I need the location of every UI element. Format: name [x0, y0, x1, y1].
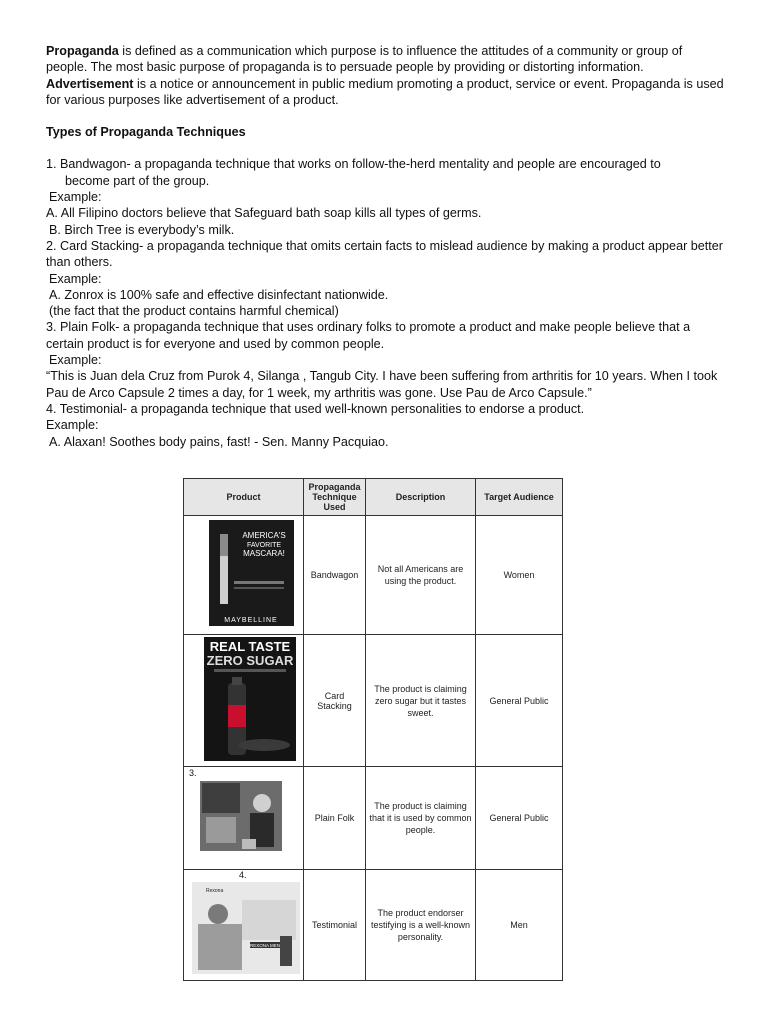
audience-cell: General Public: [476, 635, 563, 767]
term-propaganda: Propaganda: [46, 44, 119, 58]
example-label: Example:: [49, 271, 102, 286]
product-image-cell: [184, 516, 304, 635]
technique-bandwagon-cont: become part of the group.: [65, 173, 210, 188]
ad-headline: MASCARA!: [243, 549, 285, 558]
maybelline-ad-image: [184, 516, 304, 632]
table-row: [184, 635, 563, 767]
rexona-ad-image: [184, 870, 304, 978]
example-quote: “This is Juan dela Cruz from Purok 4, Silanga , Tangub City. I have been suffering from arthritis for 10 years. When I took Pau de Arco Capsule 2 times a day, for 1 week, my arthritis was gone. Use Pau de Arco Capsule.”: [46, 369, 718, 400]
description-cell: The product is claiming that it is used by common people.: [366, 767, 476, 870]
term-advertisement: Advertisement: [46, 76, 134, 91]
product-image-cell: [184, 635, 304, 767]
coke-zero-ad-image: [184, 635, 304, 764]
row-number: 3.: [189, 768, 197, 778]
ad-brand: MAYBELLINE: [224, 617, 278, 624]
technique-cell: Testimonial: [304, 870, 366, 981]
technique-plain-folk: 3. Plain Folk- a propaganda technique that uses ordinary folks to promote a product and make people believe that a certain product is for everyone and used by common people.: [46, 320, 691, 351]
ad-headline: FAVORITE: [246, 542, 282, 549]
description-cell: Not all Americans are using the product.: [366, 516, 476, 635]
example-label: Example:: [46, 418, 99, 433]
example-text: A. All Filipino doctors believe that Safeguard bath soap kills all types of germs.: [46, 206, 482, 221]
ad-product: REXONA MEN: [249, 943, 281, 948]
document-text: [46, 43, 726, 450]
header-product: Product: [184, 479, 304, 516]
table-header-row: [184, 479, 563, 516]
plain-folk-ad-image: [184, 767, 304, 867]
ad-brand: Rexona: [206, 888, 224, 894]
example-text: B. Birch Tree is everybody’s milk.: [49, 222, 235, 237]
description-cell: The product endorser testifying is a well-known personality.: [366, 870, 476, 981]
section-heading: Types of Propaganda Techniques: [46, 125, 246, 140]
example-note: (the fact that the product contains harmful chemical): [49, 304, 339, 319]
audience-cell: General Public: [476, 767, 563, 870]
example-text: A. Zonrox is 100% safe and effective disinfectant nationwide.: [49, 287, 389, 302]
header-description: Description: [366, 479, 476, 516]
intro-propaganda: Propaganda is defined as a communication which purpose is to influence the attitudes of a community or group of people. The most basic purpose of propaganda is to persuade people by providing or distorting information.: [46, 44, 683, 75]
example-text: A. Alaxan! Soothes body pains, fast! - Sen. Manny Pacquiao.: [49, 434, 389, 449]
table-row: [184, 767, 563, 870]
technique-cell: Bandwagon: [304, 516, 366, 635]
product-image-cell: [184, 767, 304, 870]
audience-cell: Men: [476, 870, 563, 981]
header-audience: Target Audience: [476, 479, 563, 516]
technique-bandwagon: 1. Bandwagon- a propaganda technique that works on follow-the-herd mentality and people are encouraged to: [46, 157, 661, 172]
description-cell: The product is claiming zero sugar but it tastes sweet.: [366, 635, 476, 767]
technique-cell: Card Stacking: [304, 635, 366, 767]
row-number: 4.: [239, 870, 247, 880]
audience-cell: Women: [476, 516, 563, 635]
technique-cell: Plain Folk: [304, 767, 366, 870]
example-label: Example:: [49, 190, 102, 205]
intro-advertisement: Advertisement is a notice or announcement in public medium promoting a product, service or event. Propaganda is used for various purposes like advertisement of a product.: [46, 76, 724, 107]
ad-headline: ZERO SUGAR: [206, 653, 294, 668]
propaganda-table: [183, 478, 563, 981]
ad-headline: AMERICA'S: [242, 531, 286, 540]
header-technique: Propaganda Technique Used: [304, 479, 366, 516]
example-label: Example:: [49, 353, 102, 368]
technique-testimonial: 4. Testimonial- a propaganda technique that used well-known personalities to endorse a product.: [46, 401, 585, 416]
table-row: [184, 516, 563, 635]
ad-headline: REAL TASTE: [209, 639, 291, 654]
technique-card-stacking: 2. Card Stacking- a propaganda technique that omits certain facts to mislead audience by making a product appear better than others.: [46, 238, 723, 270]
product-image-cell: [184, 870, 304, 981]
table-row: [184, 870, 563, 981]
